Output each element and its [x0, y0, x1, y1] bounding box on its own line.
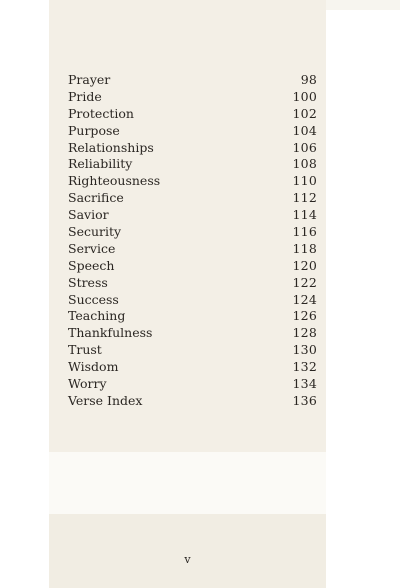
toc-entry [68, 292, 317, 309]
toc-entry-title: Teaching [68, 308, 126, 324]
toc-entry-title: Success [68, 291, 119, 307]
toc-entry-title: Thankfulness [68, 325, 153, 341]
toc-entry-title: Savior [68, 207, 109, 223]
toc-entry [68, 393, 317, 410]
toc-entry-page-number: 124 [292, 291, 317, 307]
toc-entry-title: Prayer [68, 72, 111, 87]
table-of-contents [68, 72, 317, 410]
toc-entry [68, 140, 317, 157]
toc-entry [68, 173, 317, 190]
toc-entry-title: Protection [68, 105, 134, 121]
toc-entry-page-number: 114 [292, 207, 317, 223]
toc-entry-title: Relationships [68, 139, 154, 155]
page-gap [49, 452, 326, 514]
toc-entry [68, 275, 317, 292]
toc-entry-title: Pride [68, 88, 102, 104]
toc-entry [68, 258, 317, 275]
toc-entry-page-number: 120 [292, 257, 317, 273]
toc-entry [68, 190, 317, 207]
toc-entry [68, 224, 317, 241]
toc-entry [68, 376, 317, 393]
toc-entry-page-number: 132 [292, 359, 317, 375]
toc-entry-page-number: 122 [292, 274, 317, 290]
toc-entry-title: Service [68, 240, 116, 256]
toc-entry-page-number: 136 [292, 392, 317, 408]
toc-entry [68, 106, 317, 123]
toc-entry-page-number: 106 [292, 139, 317, 155]
toc-entry-page-number: 130 [292, 342, 317, 358]
lower-page [49, 514, 326, 588]
toc-entry [68, 325, 317, 342]
toc-entry [68, 123, 317, 140]
toc-entry-page-number: 128 [292, 325, 317, 341]
toc-entry-page-number: 134 [292, 376, 317, 392]
toc-entry [68, 241, 317, 258]
toc-entry-page-number: 102 [292, 105, 317, 121]
toc-entry-title: Purpose [68, 122, 120, 138]
toc-entry-page-number: 112 [292, 190, 317, 206]
toc-entry-page-number: 118 [292, 240, 317, 256]
toc-entry-page-number: 116 [292, 224, 317, 240]
toc-entry-page-number: 108 [292, 156, 317, 172]
toc-entry-page-number: 98 [300, 72, 317, 87]
toc-entry [68, 89, 317, 106]
page-number-folio: v [184, 553, 191, 566]
toc-entry [68, 359, 317, 376]
toc-entry-title: Sacrifice [68, 190, 124, 206]
toc-entry [68, 207, 317, 224]
toc-entry-title: Righteousness [68, 173, 161, 189]
toc-entry-title: Wisdom [68, 359, 119, 375]
toc-entry-title: Trust [68, 342, 102, 358]
toc-entry-title: Speech [68, 257, 115, 273]
toc-entry-title: Security [68, 224, 122, 240]
adjacent-page-edge [326, 0, 400, 10]
toc-entry [68, 308, 317, 325]
toc-entry [68, 342, 317, 359]
toc-entry-title: Reliability [68, 156, 133, 172]
toc-entry-title: Verse Index [68, 392, 143, 408]
toc-entry-page-number: 110 [292, 173, 317, 189]
toc-entry-page-number: 104 [292, 122, 317, 138]
toc-entry-page-number: 126 [292, 308, 317, 324]
toc-entry-title: Stress [68, 274, 108, 290]
toc-entry-page-number: 100 [292, 88, 317, 104]
toc-entry [68, 156, 317, 173]
toc-entry-title: Worry [68, 376, 107, 392]
toc-entry [68, 72, 317, 89]
